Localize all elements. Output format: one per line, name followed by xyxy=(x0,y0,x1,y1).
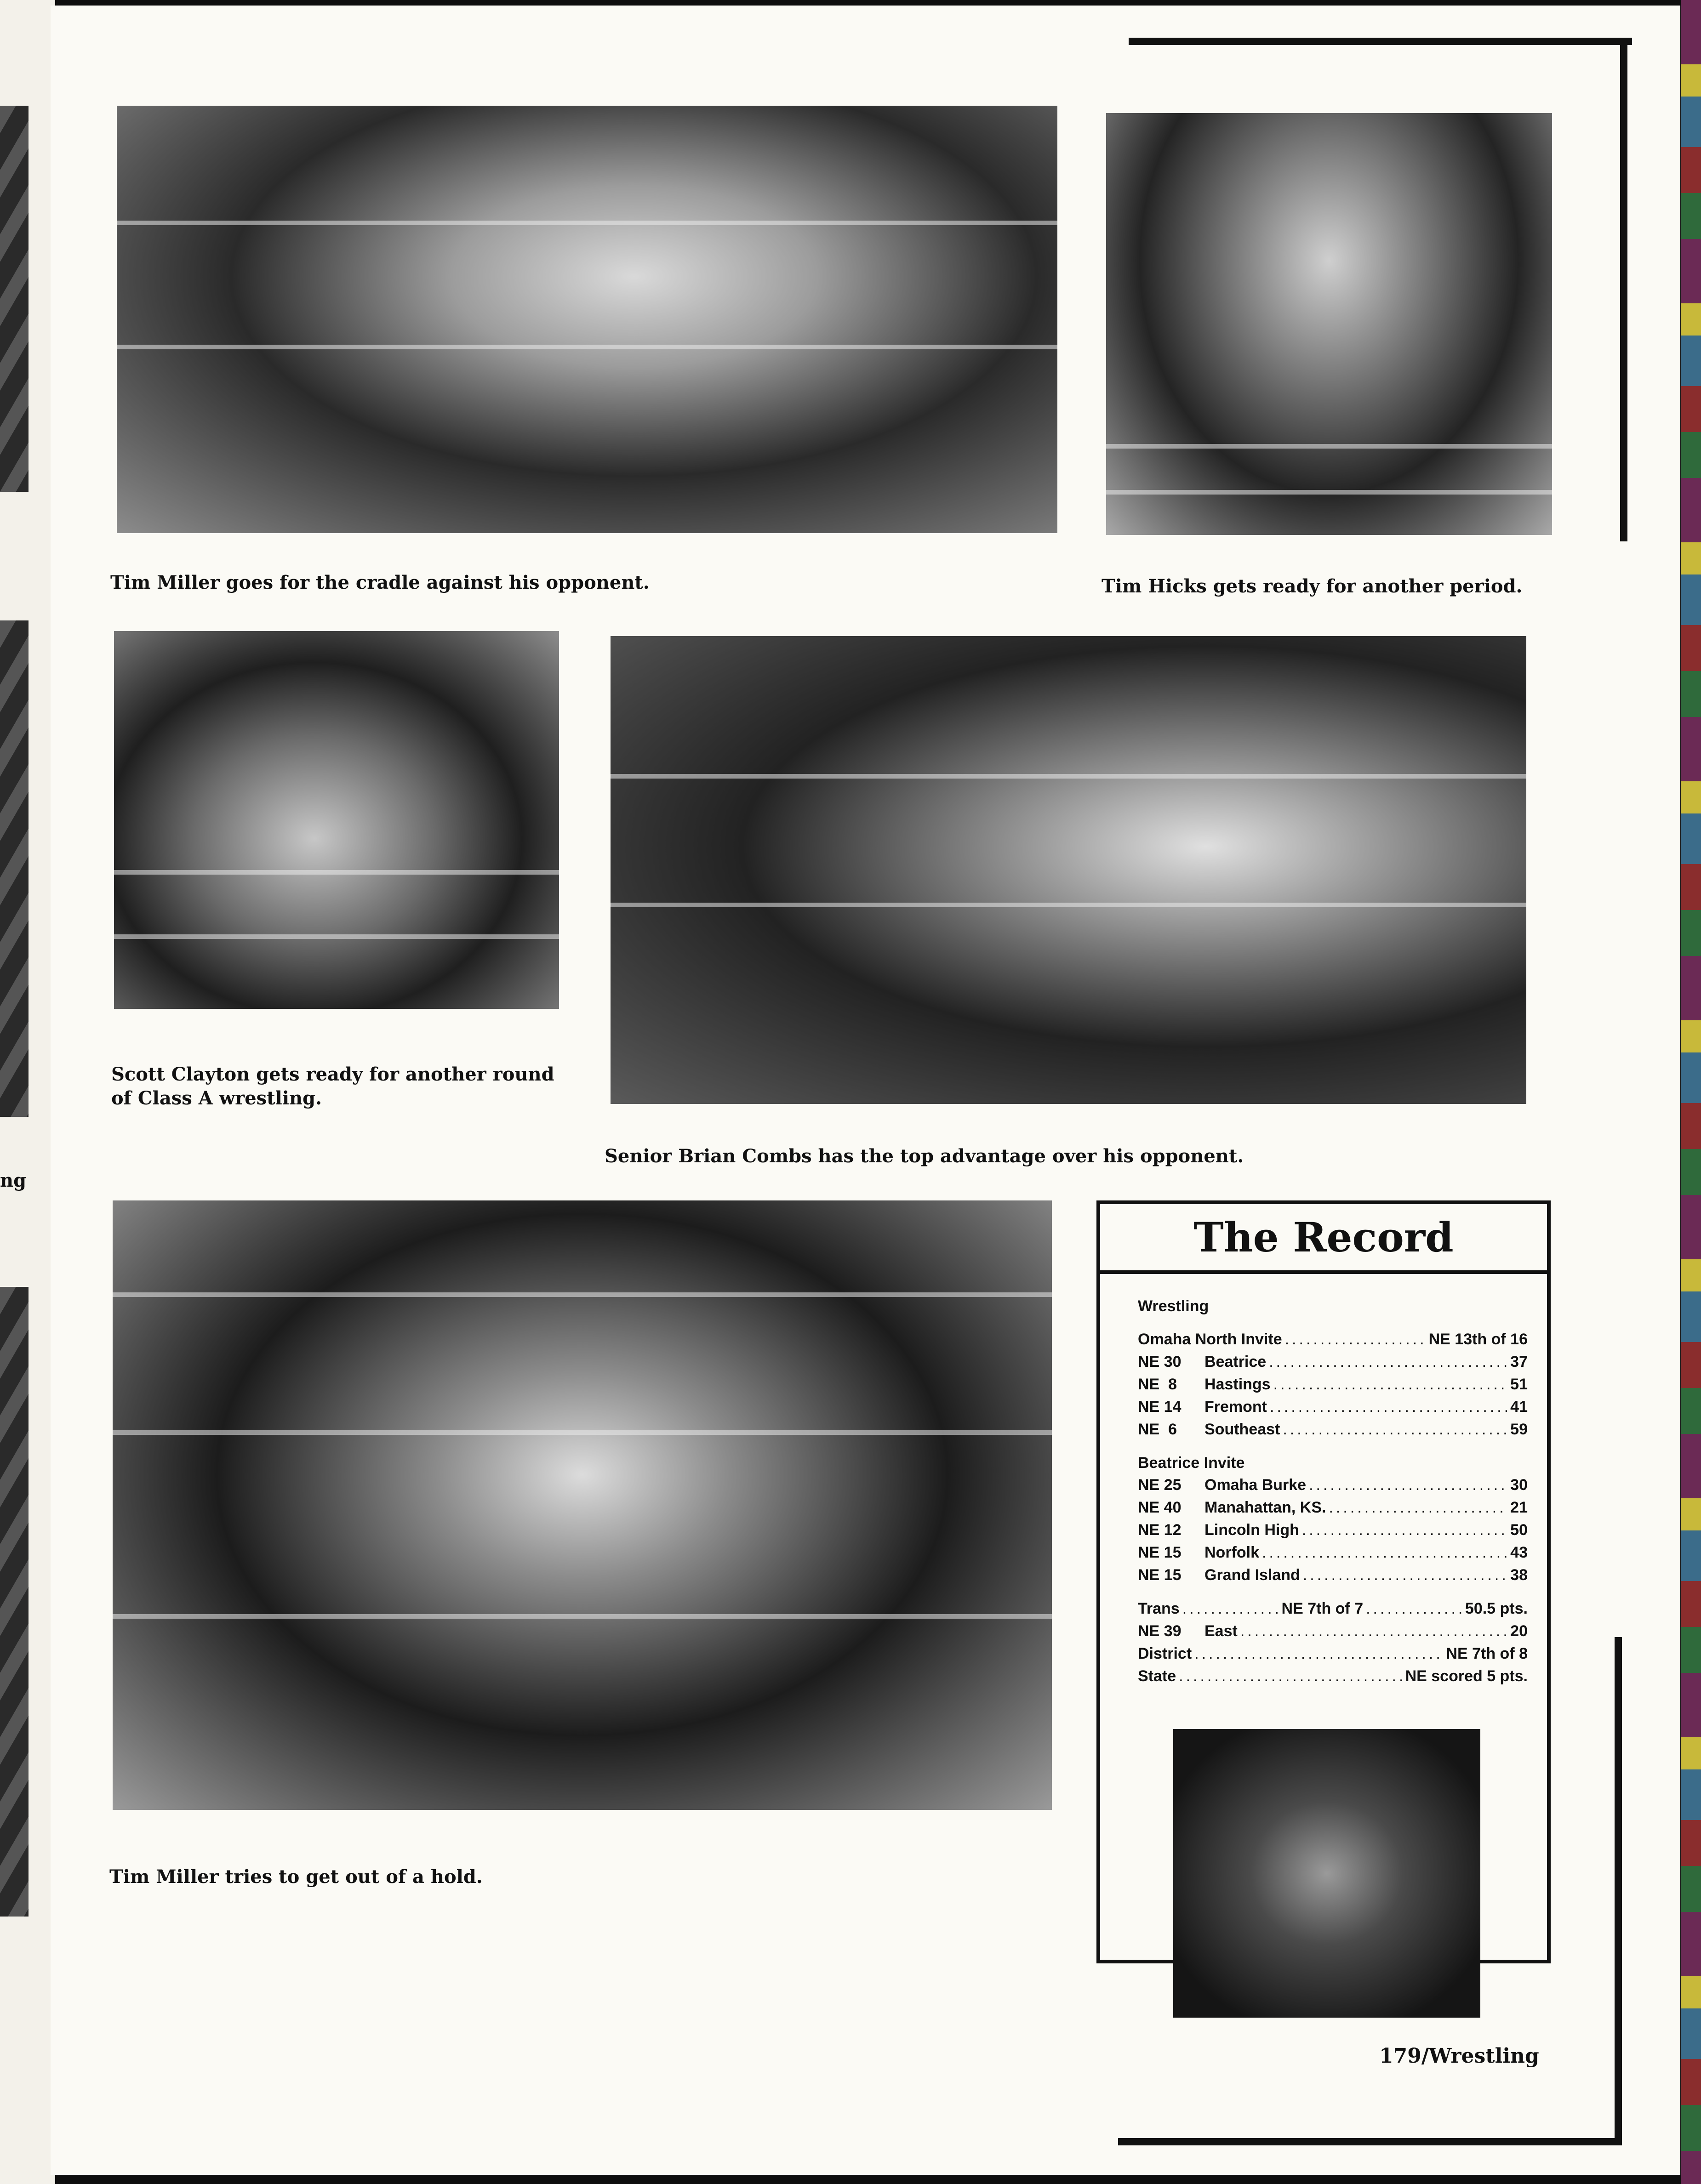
caption-miller-hold: Tim Miller tries to get out of a hold. xyxy=(109,1866,483,1888)
photo-hicks xyxy=(1106,113,1552,535)
photo-record-inset xyxy=(1173,1729,1480,2018)
bracket-top-vertical xyxy=(1620,38,1627,541)
caption-hicks: Tim Hicks gets ready for another period. xyxy=(1102,575,1523,597)
record-row: District ..... NE 7th of 8 xyxy=(1138,1643,1528,1665)
previous-page-photo xyxy=(0,106,29,492)
record-row: NE 6 Southeast ..... 59 xyxy=(1138,1418,1528,1441)
photo-combs xyxy=(611,636,1526,1104)
photo-clayton xyxy=(114,631,559,1009)
caption-combs: Senior Brian Combs has the top advantage over his opponent. xyxy=(605,1145,1244,1167)
record-list xyxy=(1138,1295,1528,1688)
record-row: NE 39 East ..... 20 xyxy=(1138,1620,1528,1643)
previous-page-text: ng xyxy=(0,1170,27,1191)
record-title-box xyxy=(1096,1200,1551,1274)
record-row: NE 15 Norfolk ..... 43 xyxy=(1138,1541,1528,1564)
record-row: Trans ..... NE 7th of 7 ..... 50.5 pts. xyxy=(1138,1598,1528,1620)
caption-clayton-line-1: Scott Clayton gets ready for another round xyxy=(111,1064,554,1085)
record-title: The Record xyxy=(1193,1213,1454,1261)
bracket-top-horizontal xyxy=(1129,38,1632,45)
page-folio: 179/Wrestling xyxy=(1379,2044,1539,2068)
record-row: State ..... NE scored 5 pts. xyxy=(1138,1665,1528,1688)
record-row: NE 8 Hastings ..... 51 xyxy=(1138,1373,1528,1396)
previous-page-photo xyxy=(0,1287,29,1917)
record-sport-heading: Wrestling xyxy=(1138,1297,1209,1315)
record-row: NE 15 Grand Island ..... 38 xyxy=(1138,1564,1528,1587)
previous-page-photo xyxy=(0,620,29,1117)
record-group-heading: Beatrice Invite xyxy=(1138,1454,1245,1472)
record-row: NE 12 Lincoln High ..... 50 xyxy=(1138,1519,1528,1541)
book-spine xyxy=(1681,0,1701,2184)
bracket-bottom-vertical xyxy=(1615,1637,1622,2144)
bracket-bottom-horizontal xyxy=(1118,2138,1622,2145)
record-row: NE 40 Manahattan, KS. ..... 21 xyxy=(1138,1496,1528,1519)
previous-page-edge xyxy=(0,0,55,2184)
record-row: NE 25 Omaha Burke ..... 30 xyxy=(1138,1474,1528,1496)
caption-miller-cradle: Tim Miller goes for the cradle against his opponent. xyxy=(110,572,650,593)
record-row: NE 14 Fremont ..... 41 xyxy=(1138,1396,1528,1418)
photo-miller-cradle xyxy=(117,106,1057,533)
record-row: Omaha North Invite ..... NE 13th of 16 xyxy=(1138,1328,1528,1351)
caption-clayton-line-2: of Class A wrestling. xyxy=(111,1087,322,1109)
photo-miller-hold xyxy=(113,1200,1052,1810)
record-row: NE 30 Beatrice ..... 37 xyxy=(1138,1351,1528,1373)
